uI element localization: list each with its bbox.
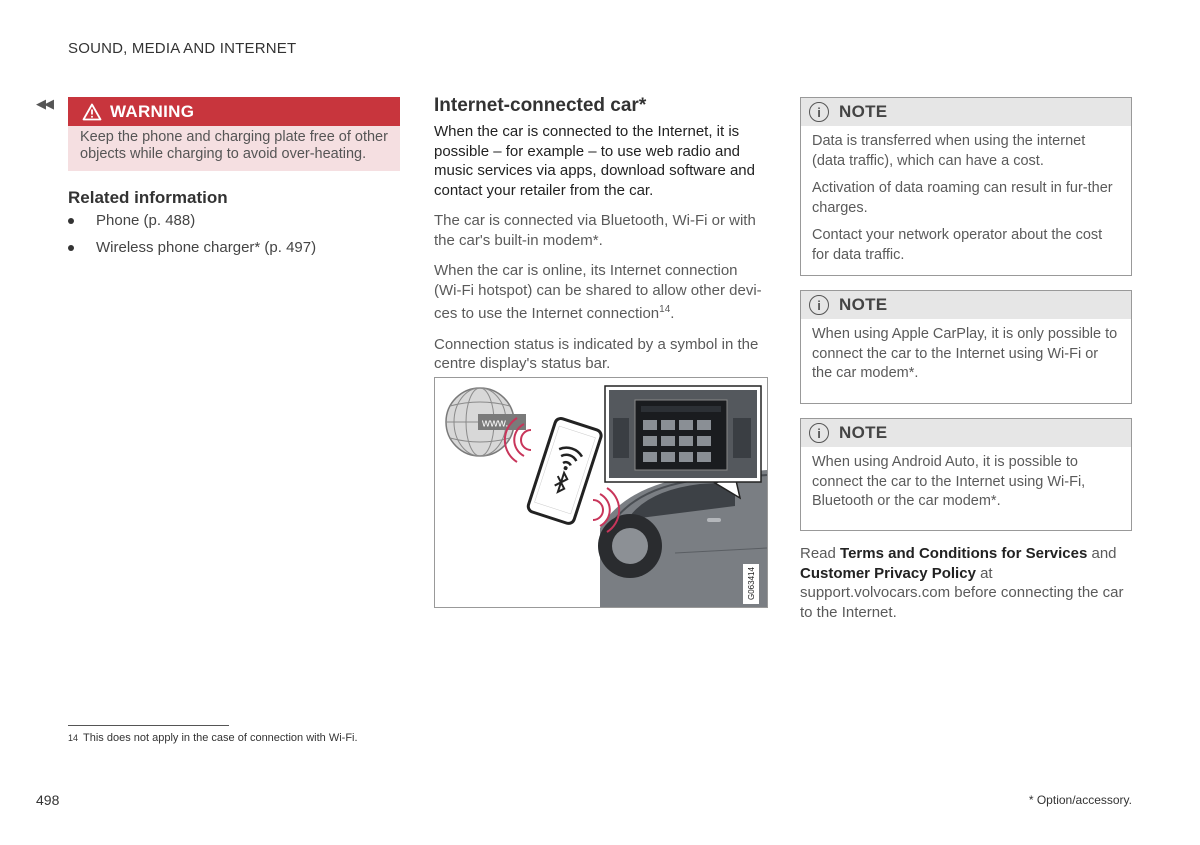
option-accessory-note: * Option/accessory.	[1028, 793, 1132, 807]
related-link-wireless-charger[interactable]	[68, 239, 400, 257]
warning-box	[68, 97, 400, 171]
warning-text: Keep the phone and charging plate free of other objects while charging to avoid over-heating.	[80, 129, 388, 162]
related-link-label: Phone (p. 488)	[96, 212, 196, 229]
footnote-number: 14	[68, 733, 79, 743]
related-info-list	[68, 212, 400, 257]
note-title: NOTE	[839, 102, 888, 121]
globe-www-label: www.	[482, 417, 509, 430]
page-number: 498	[36, 792, 60, 808]
article-intro: When the car is connected to the Internet, it is possible – for example – to use web radio and music services via apps, download software and contact your retailer from the car.	[434, 123, 755, 199]
page-header: SOUND, MEDIA AND INTERNET	[68, 40, 297, 57]
article-paragraph-3: Connection status is indicated by a symbol in the centre display's status bar.	[434, 335, 759, 372]
related-link-label: Wireless phone charger* (p. 497)	[96, 239, 317, 256]
article-paragraph-2	[434, 261, 768, 324]
terms-text: Read	[800, 545, 841, 562]
note-header	[801, 419, 1131, 447]
footnote-ref[interactable]: 14	[659, 304, 671, 315]
phone-icon	[527, 417, 603, 525]
footnote	[68, 732, 358, 744]
left-column	[68, 97, 400, 266]
paragraph-2-end: .	[670, 305, 675, 322]
back-arrows-icon[interactable]: ◀◀	[36, 96, 52, 111]
note-box	[800, 97, 1132, 276]
info-icon: i	[809, 423, 829, 443]
paragraph-2-text: When the car is online, its Internet connection (Wi-Fi hotspot) can be shared to allow other devi-ces to use the Internet connection	[434, 262, 762, 322]
article-paragraph-1: The car is connected via Bluetooth, Wi-Fi or with the car's built-in modem*.	[434, 212, 756, 249]
info-icon: i	[809, 295, 829, 315]
privacy-policy-link[interactable]: Customer Privacy Policy	[800, 564, 976, 582]
bullet-icon	[68, 245, 74, 251]
note-box	[800, 418, 1132, 531]
note-paragraph: Data is transferred when using the internet (data traffic), which can have a cost.	[812, 133, 1086, 169]
connection-illustration	[434, 377, 768, 608]
related-info-title: Related information	[68, 188, 228, 207]
terms-text: at support.volvocars.com before connecting the car to the Internet.	[800, 564, 1124, 621]
note-paragraph: Contact your network operator about the cost for data traffic.	[812, 227, 1103, 263]
footnote-divider	[68, 725, 229, 726]
warning-title: WARNING	[110, 101, 195, 121]
terms-link[interactable]: Terms and Conditions for Services	[840, 545, 1088, 562]
door-handle	[707, 518, 721, 522]
note-box	[800, 290, 1132, 404]
warning-header	[68, 97, 400, 126]
note-apple-carplay	[800, 290, 1132, 404]
warning-triangle-icon	[82, 103, 102, 121]
note-body	[801, 319, 1131, 403]
middle-column	[434, 94, 768, 600]
note-paragraph: When using Apple CarPlay, it is only possible to connect the car to the Internet using Wi-Fi or the car modem*.	[812, 326, 1118, 381]
car-rim	[612, 528, 648, 564]
illustration-code: G063414	[747, 567, 756, 600]
note-body	[801, 126, 1131, 275]
note-header	[801, 291, 1131, 319]
note-android-auto	[800, 418, 1132, 531]
illustration-svg	[435, 378, 767, 607]
terms-paragraph	[800, 544, 1132, 622]
note-data-traffic	[800, 97, 1132, 276]
note-title: NOTE	[839, 295, 888, 314]
note-title: NOTE	[839, 423, 888, 442]
note-body	[801, 447, 1131, 530]
note-header	[801, 98, 1131, 126]
footnote-text: This does not apply in the case of connection with Wi-Fi.	[83, 732, 358, 744]
related-link-phone[interactable]	[68, 212, 400, 230]
info-icon: i	[809, 102, 829, 122]
terms-text: and	[1087, 545, 1117, 562]
bullet-icon	[68, 218, 74, 224]
note-paragraph: When using Android Auto, it is possible to connect the car to the Internet using Wi-Fi, Bluetooth or the car modem*.	[812, 454, 1086, 509]
article-title: Internet-connected car*	[434, 95, 647, 116]
note-paragraph: Activation of data roaming can result in fur-ther charges.	[812, 180, 1113, 216]
